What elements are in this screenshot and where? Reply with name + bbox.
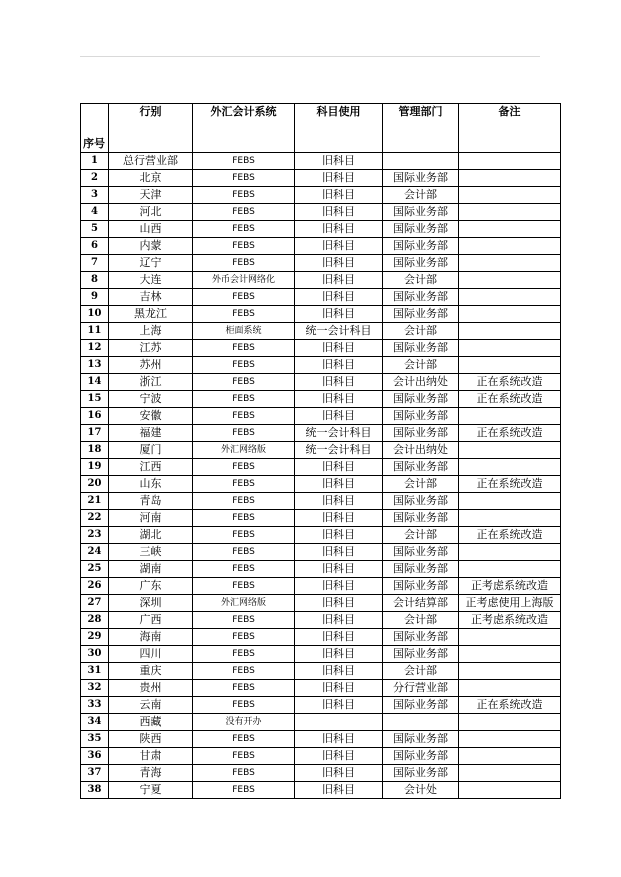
- row-branch: 广东: [109, 578, 193, 595]
- table-row: [81, 187, 561, 204]
- row-number: 10: [81, 306, 109, 323]
- row-number: 26: [81, 578, 109, 595]
- row-subject: 旧科目: [295, 765, 383, 782]
- row-number: 17: [81, 425, 109, 442]
- table-row: [81, 680, 561, 697]
- row-note: [459, 238, 561, 255]
- row-branch: 深圳: [109, 595, 193, 612]
- row-branch: 上海: [109, 323, 193, 340]
- row-dept: 国际业务部: [383, 255, 459, 272]
- header-note: 备注: [459, 104, 561, 153]
- row-number: 34: [81, 714, 109, 731]
- row-subject: 旧科目: [295, 578, 383, 595]
- row-dept: 国际业务部: [383, 425, 459, 442]
- row-number: 18: [81, 442, 109, 459]
- row-number: 5: [81, 221, 109, 238]
- row-number: 31: [81, 663, 109, 680]
- row-dept: 国际业务部: [383, 544, 459, 561]
- row-number: 14: [81, 374, 109, 391]
- row-subject: 旧科目: [295, 527, 383, 544]
- row-note: 正在系统改造: [459, 527, 561, 544]
- table-row: [81, 255, 561, 272]
- row-number: 1: [81, 153, 109, 170]
- row-dept: 国际业务部: [383, 510, 459, 527]
- table-row: [81, 578, 561, 595]
- row-subject: 旧科目: [295, 748, 383, 765]
- row-subject: 旧科目: [295, 544, 383, 561]
- row-system: FEBS: [193, 697, 295, 714]
- table-row: [81, 306, 561, 323]
- row-note: [459, 272, 561, 289]
- row-dept: 分行营业部: [383, 680, 459, 697]
- row-number: 4: [81, 204, 109, 221]
- row-subject: 旧科目: [295, 663, 383, 680]
- row-branch: 山西: [109, 221, 193, 238]
- row-system: FEBS: [193, 782, 295, 799]
- row-dept: 会计部: [383, 527, 459, 544]
- row-branch: 苏州: [109, 357, 193, 374]
- row-number: 16: [81, 408, 109, 425]
- row-note: 正在系统改造: [459, 476, 561, 493]
- row-branch: 云南: [109, 697, 193, 714]
- row-note: [459, 187, 561, 204]
- row-subject: 统一会计科目: [295, 323, 383, 340]
- row-system: FEBS: [193, 510, 295, 527]
- row-dept: 会计处: [383, 782, 459, 799]
- row-number: 21: [81, 493, 109, 510]
- row-system: FEBS: [193, 221, 295, 238]
- row-system: FEBS: [193, 289, 295, 306]
- row-branch: 广西: [109, 612, 193, 629]
- row-subject: 旧科目: [295, 697, 383, 714]
- table-row: [81, 544, 561, 561]
- table-row: [81, 170, 561, 187]
- row-system: 外汇网络版: [193, 442, 295, 459]
- row-dept: 国际业务部: [383, 578, 459, 595]
- row-system: FEBS: [193, 204, 295, 221]
- row-system: FEBS: [193, 306, 295, 323]
- row-system: FEBS: [193, 493, 295, 510]
- row-subject: 旧科目: [295, 408, 383, 425]
- header-subject: 科目使用: [295, 104, 383, 153]
- row-subject: 旧科目: [295, 153, 383, 170]
- row-branch: 北京: [109, 170, 193, 187]
- row-branch: 安徽: [109, 408, 193, 425]
- row-subject: 旧科目: [295, 595, 383, 612]
- row-system: FEBS: [193, 544, 295, 561]
- row-system: FEBS: [193, 578, 295, 595]
- row-branch: 甘肃: [109, 748, 193, 765]
- row-note: 正考虑系统改造: [459, 612, 561, 629]
- row-system: FEBS: [193, 731, 295, 748]
- row-subject: 旧科目: [295, 204, 383, 221]
- row-system: FEBS: [193, 748, 295, 765]
- row-dept: 会计结算部: [383, 595, 459, 612]
- row-number: 25: [81, 561, 109, 578]
- row-subject: 统一会计科目: [295, 425, 383, 442]
- row-dept: 会计部: [383, 323, 459, 340]
- row-system: FEBS: [193, 680, 295, 697]
- row-dept: 国际业务部: [383, 221, 459, 238]
- row-subject: 旧科目: [295, 391, 383, 408]
- row-note: [459, 765, 561, 782]
- row-number: 22: [81, 510, 109, 527]
- table-row: [81, 629, 561, 646]
- row-dept: 会计部: [383, 187, 459, 204]
- row-dept: 国际业务部: [383, 765, 459, 782]
- row-branch: 湖北: [109, 527, 193, 544]
- table-row: [81, 595, 561, 612]
- row-system: FEBS: [193, 663, 295, 680]
- table-row: [81, 204, 561, 221]
- table-row: [81, 272, 561, 289]
- row-branch: 黑龙江: [109, 306, 193, 323]
- row-note: [459, 408, 561, 425]
- row-dept: 会计出纳处: [383, 442, 459, 459]
- row-branch: 贵州: [109, 680, 193, 697]
- row-branch: 浙江: [109, 374, 193, 391]
- row-branch: 河北: [109, 204, 193, 221]
- row-note: [459, 748, 561, 765]
- row-note: [459, 204, 561, 221]
- row-number: 9: [81, 289, 109, 306]
- row-branch: 湖南: [109, 561, 193, 578]
- row-subject: 旧科目: [295, 629, 383, 646]
- row-branch: 宁波: [109, 391, 193, 408]
- row-subject: 旧科目: [295, 272, 383, 289]
- table-row: [81, 782, 561, 799]
- branch-system-table: [80, 103, 561, 799]
- row-dept: 会计部: [383, 476, 459, 493]
- row-note: 正在系统改造: [459, 391, 561, 408]
- row-number: 7: [81, 255, 109, 272]
- row-note: [459, 221, 561, 238]
- row-note: [459, 459, 561, 476]
- row-branch: 江苏: [109, 340, 193, 357]
- row-number: 12: [81, 340, 109, 357]
- row-subject: 旧科目: [295, 170, 383, 187]
- row-dept: 会计出纳处: [383, 374, 459, 391]
- row-number: 28: [81, 612, 109, 629]
- row-subject: 旧科目: [295, 680, 383, 697]
- row-branch: 江西: [109, 459, 193, 476]
- row-number: 24: [81, 544, 109, 561]
- table-row: [81, 697, 561, 714]
- row-branch: 重庆: [109, 663, 193, 680]
- table-row: [81, 476, 561, 493]
- row-subject: 旧科目: [295, 238, 383, 255]
- row-subject: 旧科目: [295, 510, 383, 527]
- row-number: 15: [81, 391, 109, 408]
- table-row: [81, 493, 561, 510]
- row-branch: 内蒙: [109, 238, 193, 255]
- row-subject: 旧科目: [295, 476, 383, 493]
- row-note: [459, 646, 561, 663]
- row-number: 33: [81, 697, 109, 714]
- table-body: [81, 153, 561, 799]
- row-number: 29: [81, 629, 109, 646]
- row-dept: 会计部: [383, 663, 459, 680]
- row-note: [459, 510, 561, 527]
- row-note: [459, 680, 561, 697]
- page-top-rule: [80, 56, 540, 57]
- row-system: FEBS: [193, 629, 295, 646]
- row-dept: 国际业务部: [383, 459, 459, 476]
- row-branch: 大连: [109, 272, 193, 289]
- row-note: [459, 357, 561, 374]
- row-dept: 国际业务部: [383, 561, 459, 578]
- row-dept: 国际业务部: [383, 731, 459, 748]
- row-dept: [383, 153, 459, 170]
- row-subject: 旧科目: [295, 187, 383, 204]
- row-number: 35: [81, 731, 109, 748]
- row-branch: 山东: [109, 476, 193, 493]
- row-note: [459, 255, 561, 272]
- row-system: 外币会计网络化: [193, 272, 295, 289]
- table-header-row: [81, 104, 561, 153]
- table-row: [81, 221, 561, 238]
- row-branch: 青海: [109, 765, 193, 782]
- row-note: [459, 493, 561, 510]
- row-system: 没有开办: [193, 714, 295, 731]
- row-subject: [295, 714, 383, 731]
- row-number: 27: [81, 595, 109, 612]
- row-number: 36: [81, 748, 109, 765]
- row-dept: 会计部: [383, 272, 459, 289]
- table-row: [81, 561, 561, 578]
- row-subject: 旧科目: [295, 612, 383, 629]
- row-number: 20: [81, 476, 109, 493]
- row-system: FEBS: [193, 153, 295, 170]
- table-row: [81, 748, 561, 765]
- row-system: FEBS: [193, 476, 295, 493]
- table-row: [81, 425, 561, 442]
- row-subject: 旧科目: [295, 782, 383, 799]
- table-row: [81, 663, 561, 680]
- row-number: 37: [81, 765, 109, 782]
- row-branch: 吉林: [109, 289, 193, 306]
- row-system: FEBS: [193, 425, 295, 442]
- row-dept: 会计部: [383, 612, 459, 629]
- row-subject: 旧科目: [295, 255, 383, 272]
- header-system: 外汇会计系统: [193, 104, 295, 153]
- table-row: [81, 391, 561, 408]
- row-dept: 国际业务部: [383, 204, 459, 221]
- row-dept: 国际业务部: [383, 748, 459, 765]
- row-number: 6: [81, 238, 109, 255]
- row-branch: 宁夏: [109, 782, 193, 799]
- row-number: 23: [81, 527, 109, 544]
- row-system: FEBS: [193, 408, 295, 425]
- row-system: FEBS: [193, 340, 295, 357]
- header-branch: 行别: [109, 104, 193, 153]
- row-note: [459, 782, 561, 799]
- row-branch: 辽宁: [109, 255, 193, 272]
- row-note: [459, 731, 561, 748]
- row-branch: 天津: [109, 187, 193, 204]
- row-subject: 旧科目: [295, 374, 383, 391]
- row-dept: 国际业务部: [383, 306, 459, 323]
- row-subject: 统一会计科目: [295, 442, 383, 459]
- row-number: 13: [81, 357, 109, 374]
- row-system: FEBS: [193, 357, 295, 374]
- table-row: [81, 323, 561, 340]
- row-branch: 四川: [109, 646, 193, 663]
- table-row: [81, 153, 561, 170]
- row-note: [459, 306, 561, 323]
- table-row: [81, 527, 561, 544]
- table-row: [81, 374, 561, 391]
- table-row: [81, 714, 561, 731]
- row-branch: 河南: [109, 510, 193, 527]
- row-system: FEBS: [193, 765, 295, 782]
- table-row: [81, 408, 561, 425]
- row-number: 8: [81, 272, 109, 289]
- row-note: [459, 340, 561, 357]
- row-system: FEBS: [193, 238, 295, 255]
- row-dept: 国际业务部: [383, 697, 459, 714]
- row-subject: 旧科目: [295, 561, 383, 578]
- row-number: 11: [81, 323, 109, 340]
- row-subject: 旧科目: [295, 340, 383, 357]
- table-row: [81, 646, 561, 663]
- row-dept: 国际业务部: [383, 629, 459, 646]
- row-note: [459, 544, 561, 561]
- row-subject: 旧科目: [295, 357, 383, 374]
- table-row: [81, 289, 561, 306]
- table-row: [81, 357, 561, 374]
- row-system: FEBS: [193, 374, 295, 391]
- row-subject: 旧科目: [295, 493, 383, 510]
- row-system: FEBS: [193, 527, 295, 544]
- row-note: [459, 442, 561, 459]
- table-row: [81, 340, 561, 357]
- row-branch: 海南: [109, 629, 193, 646]
- row-dept: 国际业务部: [383, 170, 459, 187]
- row-system: 外汇网络版: [193, 595, 295, 612]
- row-note: [459, 561, 561, 578]
- row-system: FEBS: [193, 646, 295, 663]
- row-dept: 国际业务部: [383, 289, 459, 306]
- table-row: [81, 510, 561, 527]
- row-system: FEBS: [193, 255, 295, 272]
- header-seq: 序号: [81, 104, 109, 153]
- row-number: 30: [81, 646, 109, 663]
- row-note: 正在系统改造: [459, 697, 561, 714]
- row-note: [459, 629, 561, 646]
- row-number: 2: [81, 170, 109, 187]
- table-row: [81, 731, 561, 748]
- row-system: FEBS: [193, 459, 295, 476]
- row-subject: 旧科目: [295, 306, 383, 323]
- table-row: [81, 238, 561, 255]
- row-branch: 三峡: [109, 544, 193, 561]
- row-dept: 会计部: [383, 357, 459, 374]
- row-dept: 国际业务部: [383, 408, 459, 425]
- row-note: [459, 153, 561, 170]
- row-note: 正考虑系统改造: [459, 578, 561, 595]
- row-note: 正考虑使用上海版: [459, 595, 561, 612]
- row-dept: 国际业务部: [383, 238, 459, 255]
- row-branch: 青岛: [109, 493, 193, 510]
- row-number: 19: [81, 459, 109, 476]
- row-system: FEBS: [193, 612, 295, 629]
- row-system: 柜面系统: [193, 323, 295, 340]
- row-note: 正在系统改造: [459, 374, 561, 391]
- table-row: [81, 612, 561, 629]
- row-dept: 国际业务部: [383, 340, 459, 357]
- row-note: [459, 714, 561, 731]
- row-branch: 陕西: [109, 731, 193, 748]
- row-note: 正在系统改造: [459, 425, 561, 442]
- row-note: [459, 323, 561, 340]
- row-branch: 福建: [109, 425, 193, 442]
- row-branch: 厦门: [109, 442, 193, 459]
- row-note: [459, 663, 561, 680]
- row-number: 3: [81, 187, 109, 204]
- row-branch: 西藏: [109, 714, 193, 731]
- row-subject: 旧科目: [295, 221, 383, 238]
- row-system: FEBS: [193, 561, 295, 578]
- row-system: FEBS: [193, 391, 295, 408]
- row-subject: 旧科目: [295, 646, 383, 663]
- row-system: FEBS: [193, 187, 295, 204]
- row-note: [459, 170, 561, 187]
- row-note: [459, 289, 561, 306]
- row-dept: [383, 714, 459, 731]
- row-dept: 国际业务部: [383, 646, 459, 663]
- header-dept: 管理部门: [383, 104, 459, 153]
- row-subject: 旧科目: [295, 289, 383, 306]
- row-branch: 总行营业部: [109, 153, 193, 170]
- row-system: FEBS: [193, 170, 295, 187]
- row-number: 32: [81, 680, 109, 697]
- row-dept: 国际业务部: [383, 391, 459, 408]
- table-row: [81, 765, 561, 782]
- row-dept: 国际业务部: [383, 493, 459, 510]
- table-row: [81, 442, 561, 459]
- row-subject: 旧科目: [295, 731, 383, 748]
- row-subject: 旧科目: [295, 459, 383, 476]
- table-row: [81, 459, 561, 476]
- row-number: 38: [81, 782, 109, 799]
